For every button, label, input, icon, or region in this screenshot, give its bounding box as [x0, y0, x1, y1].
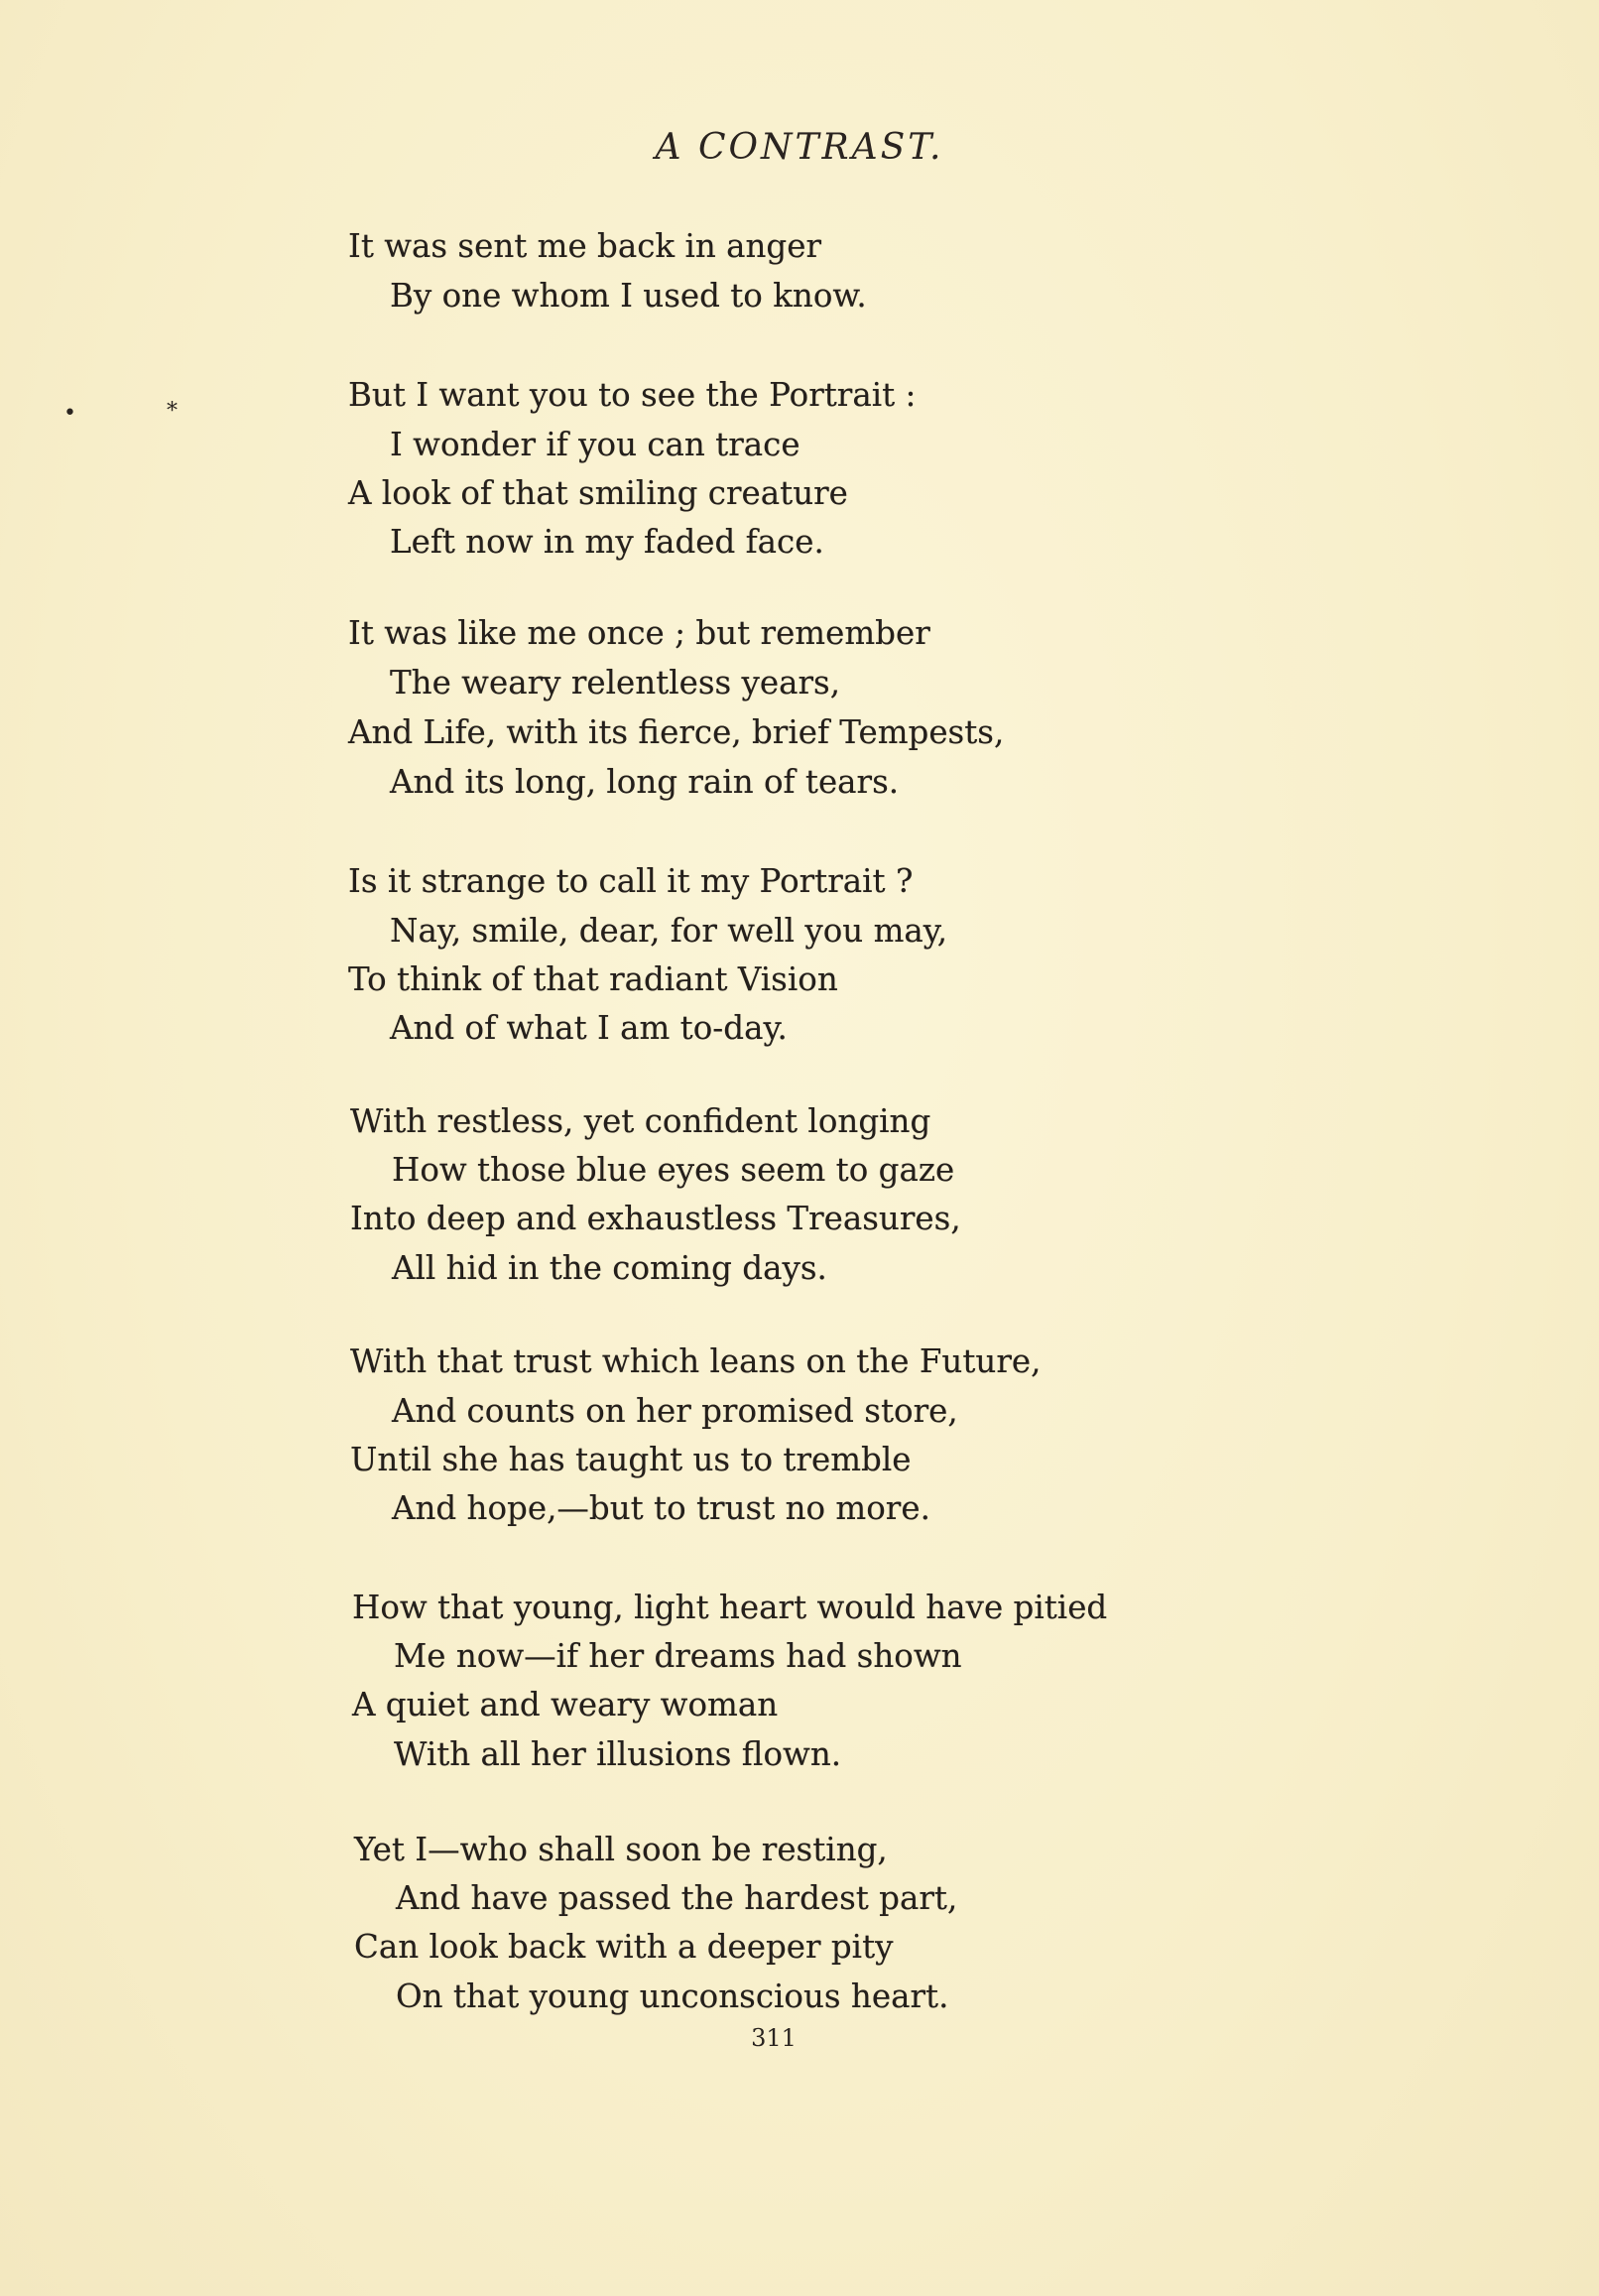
poem-line: All hid in the coming days.: [392, 1249, 827, 1287]
poem-line: And of what I am to-day.: [390, 1009, 788, 1047]
margin-mark: •: [63, 401, 76, 426]
poem-line: But I want you to see the Portrait :: [348, 376, 917, 414]
poem-line: Until she has taught us to tremble: [350, 1441, 912, 1478]
poem-title: A CONTRAST.: [655, 127, 944, 168]
poem-line: Left now in my faded face.: [390, 523, 824, 561]
poem-line: How those blue eyes seem to gaze: [392, 1151, 955, 1189]
poem-line: And Life, with its fierce, brief Tempests,: [348, 713, 1005, 751]
poem-line: I wonder if you can trace: [390, 426, 800, 463]
poem-line: And its long, long rain of tears.: [390, 763, 900, 801]
poem-line: With all her illusions flown.: [394, 1735, 842, 1773]
poem-line: And counts on her promised store,: [392, 1392, 958, 1430]
poem-line: It was like me once ; but remember: [348, 614, 930, 652]
poem-line: And hope,—but to trust no more.: [392, 1489, 930, 1527]
poem-line: A look of that smiling creature: [348, 474, 848, 512]
poem-line: And have passed the hardest part,: [396, 1879, 958, 1917]
poem-line: By one whom I used to know.: [390, 277, 867, 315]
poem-line: On that young unconscious heart.: [396, 1977, 949, 2015]
page-number: 311: [751, 2024, 797, 2052]
poem-line: Nay, smile, dear, for well you may,: [390, 912, 948, 950]
margin-mark: *: [167, 399, 178, 424]
poem-line: Can look back with a deeper pity: [354, 1928, 894, 1966]
poem-line: How that young, light heart would have pitied: [352, 1589, 1108, 1626]
poem-line: Yet I—who shall soon be resting,: [354, 1831, 888, 1868]
poem-line: With restless, yet confident longing: [350, 1102, 931, 1140]
poem-line: To think of that radiant Vision: [348, 960, 838, 998]
poem-line: Me now—if her dreams had shown: [394, 1637, 962, 1675]
poem-line: With that trust which leans on the Future,: [350, 1342, 1042, 1380]
poem-line: It was sent me back in anger: [348, 227, 821, 265]
poem-line: Into deep and exhaustless Treasures,: [350, 1200, 961, 1237]
poem-line: A quiet and weary woman: [352, 1686, 779, 1723]
poem-line: Is it strange to call it my Portrait ?: [348, 862, 914, 900]
poem-line: The weary relentless years,: [390, 664, 841, 702]
